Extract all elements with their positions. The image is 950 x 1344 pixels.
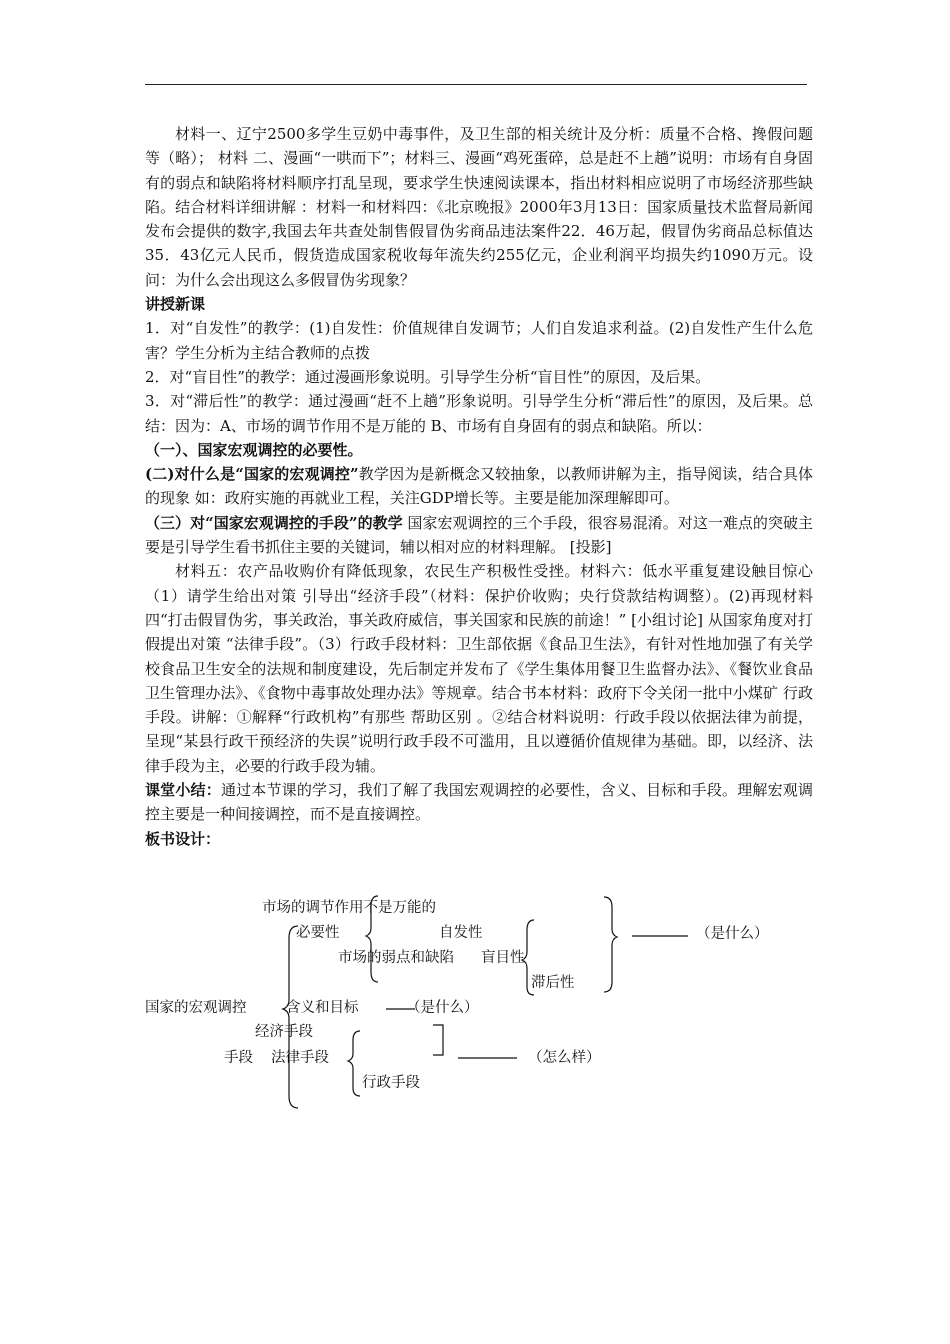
paragraph-materials-5-6: 材料五：农产品收购价有降低现象，农民生产积极性受挫。材料六：低水平重复建设触目惊心（1）请学生给出对策 引导出“经济手段”（材料：保护价收购；央行贷款结构调整）。(2)再现材料四“打击假冒伪劣，事关政治，事关政府威信，事关国家和民族的前途！” [小组讨论] 从国家角度对打假提出对策 “法律手段”。（3）行政手段材料：卫生部依据《食品卫生法》，有针对性地加强了有关学校食品卫生安全的法规和制度建设，先后制定并发布了《学生集体用餐卫生监督办法》、《餐饮业食品卫生管理办法》、《食物中毒事故处理办法》等规章。结合书本材料：政府下令关闭一批中小煤矿 行政手段。讲解：①解释“行政机构”有那些 帮助区别 。②结合材料说明：行政手段以依据法律为前提，呈现“某县行政干预经济的失误”说明行政手段不可滥用，且以遵循价值规律为基础。即，以经济、法律手段为主，必要的行政手段为辅。: [145, 562, 813, 775]
label-economic-means: 经济手段: [255, 1024, 313, 1040]
label-what-is-2: （是什么）: [406, 1000, 479, 1016]
label-what-is-1: （是什么）: [696, 926, 769, 942]
brace-main: [283, 926, 298, 1108]
paragraph-lag: 3．对“滞后性”的教学：通过漫画“赶不上趟”形象说明。引导学生分析“滞后性”的原因，及后果。总结：因为：A、市场的调节作用不是万能的 B、市场有自身固有的弱点和缺陷。所以：: [145, 392, 813, 435]
label-legal-means: 法律手段: [271, 1050, 329, 1066]
means-lead: （三）对“国家宏观调控的手段”的教学: [145, 513, 403, 532]
label-how: （怎么样）: [528, 1050, 601, 1066]
heading-necessity: （一）、国家宏观调控的必要性。: [145, 440, 363, 459]
label-market-weakness: 市场的弱点和缺陷: [338, 950, 454, 966]
means-text: 国家宏观调控的三个手段，很容易混淆。对这一难点的突破主要是引导学生看书抓住主要的关键词，辅以相对应的材料理解。 [投影]: [145, 513, 813, 557]
label-administrative-means: 行政手段: [362, 1075, 420, 1091]
brace-right-close: [604, 897, 617, 992]
paragraph-spontaneity: 1．对“自发性”的教学：(1)自发性：价值规律自发调节；人们自发追求利益。(2)自发性产生什么危害？学生分析为主结合教师的点拨: [145, 319, 813, 362]
concept-lead: (二)对什么是“国家的宏观调控”: [145, 465, 359, 484]
label-macro-control: 国家的宏观调控: [145, 1000, 247, 1016]
label-blindness: 盲目性: [481, 950, 525, 966]
concept-text: 教学因为是新概念又较抽象，以教师讲解为主，指导阅读，结合具体的现象 如：政府实施的再就业工程，关注GDP增长等。主要是能加深理解即可。: [145, 465, 813, 508]
brace-means: [348, 1031, 360, 1096]
label-market-not-all-powerful: 市场的调节作用不是万能的: [262, 900, 436, 916]
label-meaning-goal: 含义和目标: [286, 1000, 359, 1016]
summary-lead: 课堂小结：: [145, 781, 221, 800]
summary-text: 通过本节课的学习，我们了解了我国宏观调控的必要性，含义、目标和手段。理解宏观调控主要是一种间接调控，而不是直接调控。: [145, 781, 813, 824]
label-spontaneity: 自发性: [439, 925, 483, 941]
label-lag: 滞后性: [531, 975, 575, 991]
label-necessity: 必要性: [296, 925, 340, 941]
section-heading-new-lesson: 讲授新课: [145, 295, 206, 314]
paragraph-blindness: 2．对“盲目性”的教学：通过漫画形象说明。引导学生分析“盲目性”的原因，及后果。: [145, 367, 711, 386]
paragraph-materials: 材料一、辽宁2500多学生豆奶中毒事件，及卫生部的相关统计及分析：质量不合格、搀假问题等（略）； 材料 二、漫画“一哄而下”；材料三、漫画“鸡死蛋碎，总是赶不上趟”说明：市场有自身固有的弱点和缺陷将材料顺序打乱呈现，要求学生快速阅读课本，指出材料相应说明了市场经济那些缺陷。结合材料详细讲解 ：材料一和材料四：《北京晚报》2000年3月13日：国家质量技术监督局新闻发布会提供的数字,我国去年共查处制售假冒伪劣商品违法案件22．46万起，假冒伪劣商品总标值达35．43亿元人民币，假货造成国家税收每年流失约255亿元，企业利润平均损失约1090万元。设问：为什么会出现这么多假冒伪劣现象？: [145, 125, 813, 289]
board-design-heading: 板书设计：: [145, 829, 221, 848]
label-means: 手段: [224, 1050, 253, 1066]
bracket-means-close: [433, 1025, 443, 1055]
